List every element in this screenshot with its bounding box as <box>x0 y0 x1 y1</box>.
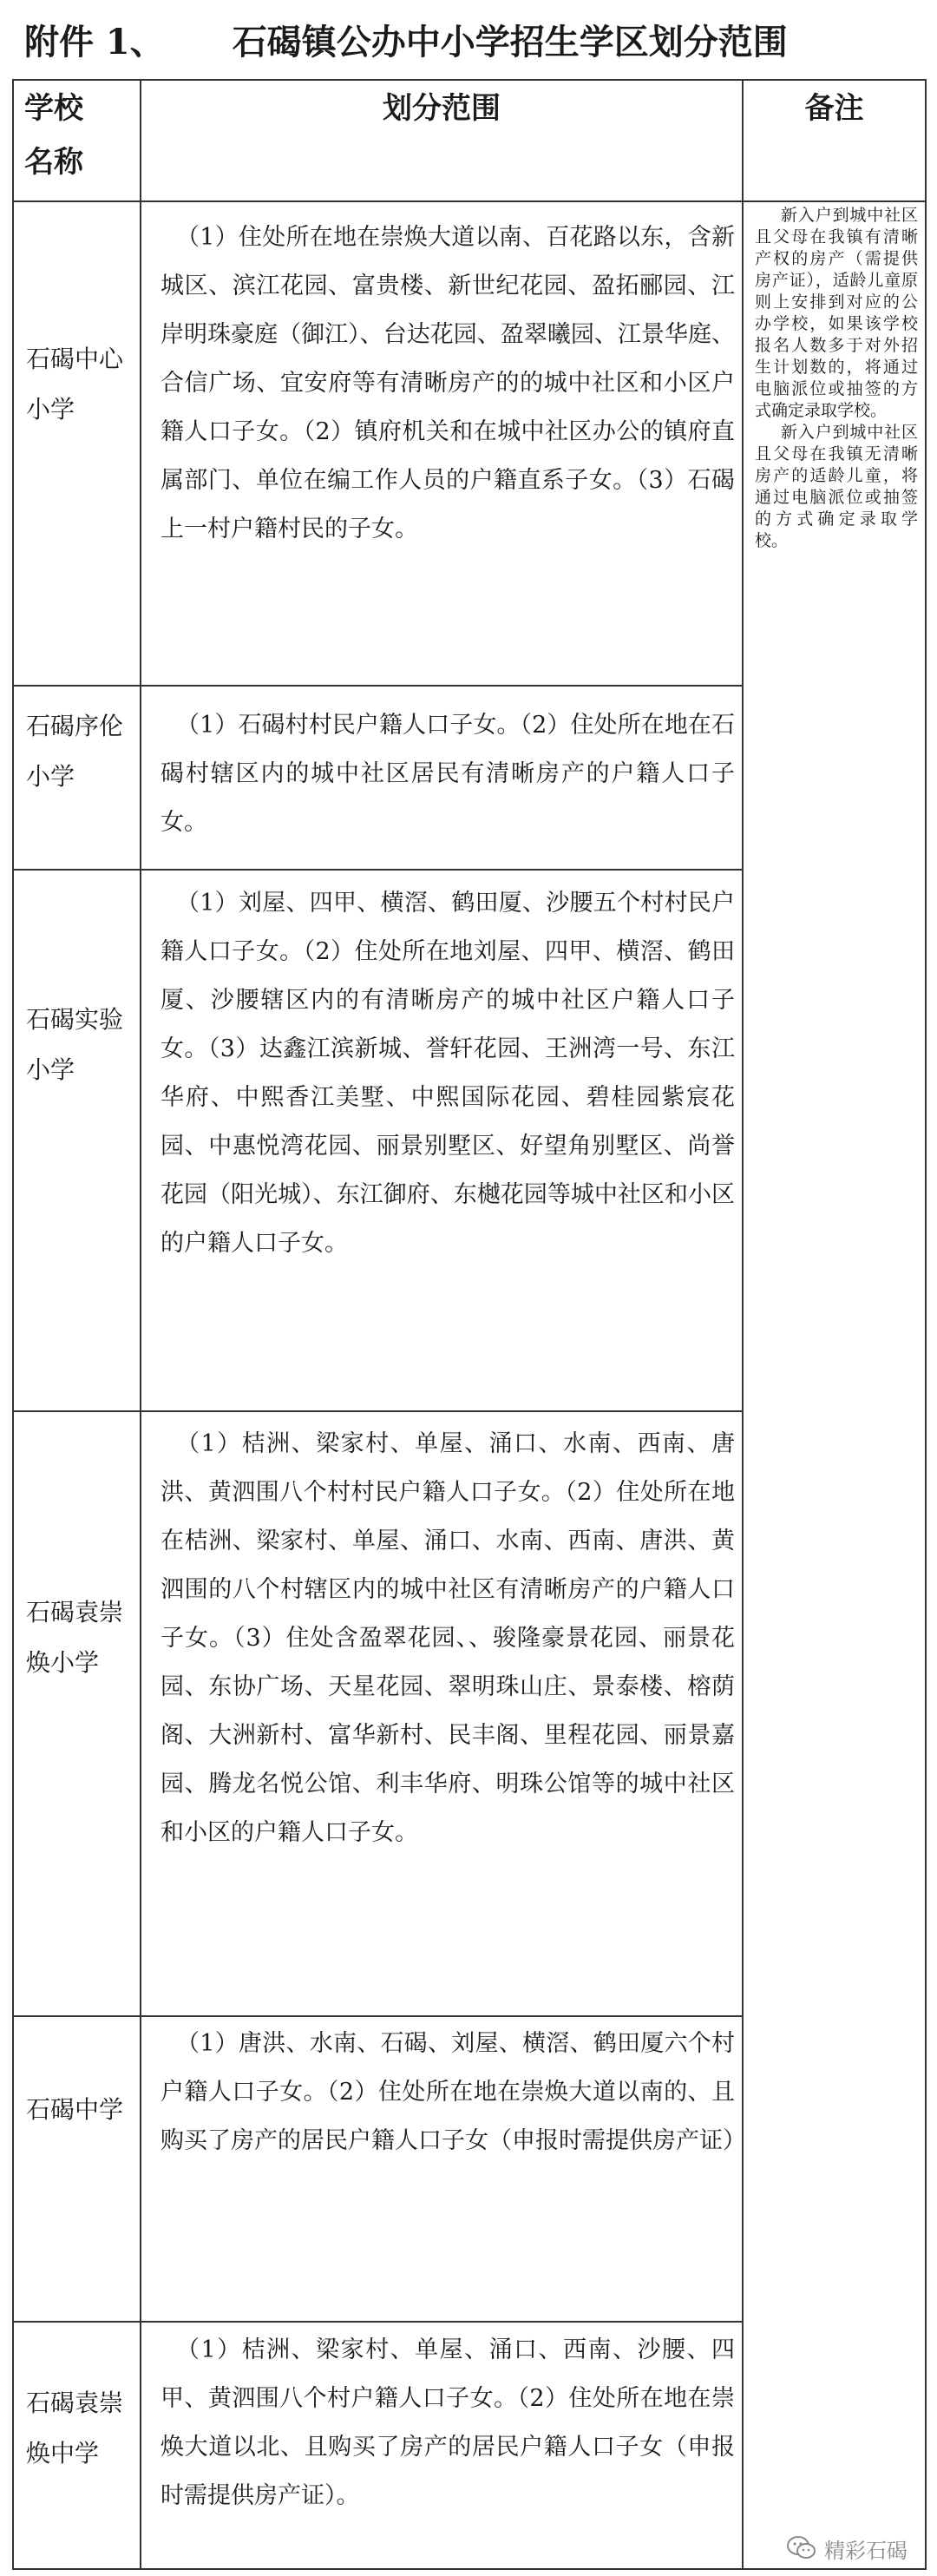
zone-range: （1）刘屋、四甲、横滘、鹤田厦、沙腰五个村村民户籍人口子女。（2）住处所在地刘屋、四甲、横滘、鹤田厦、沙腰辖区内的有清晰房产的城中社区户籍人口子女。（3）达鑫江滨新城、誉轩花园、王洲湾一号、东江华府、中熙香江美墅、中熙国际花园、碧桂园紫宸花园、中惠悦湾花园、丽景别墅区、好望角别墅区、尚誉花园（阳光城）、东江御府、东樾花园等城中社区和小区的户籍人口子女。 <box>161 890 735 1257</box>
header-notes: 备注 <box>804 91 864 126</box>
title-main: 石碣镇公办中小学招生学区划分范围 <box>232 22 788 62</box>
title-prefix: 附件 1、 <box>24 22 165 62</box>
zone-range: （1）住处所在地在崇焕大道以南、百花路以东，含新城区、滨江花园、富贵楼、新世纪花园、盈拓郦园、江岸明珠豪庭（御江）、台达花园、盈翠曦园、江景华庭、合信广场、宜安府等有清晰房产的的城中社区和小区户籍人口子女。（2）镇府机关和在城中社区办公的镇府直属部门、单位在编工作人员的户籍直系子女。（3）石碣上一村户籍村民的子女。 <box>161 224 735 542</box>
header-school: 学校 名称 <box>24 91 83 180</box>
header-divider <box>12 200 927 202</box>
note-paragraph: 新入户到城中社区且父母在我镇无清晰房产的适龄儿童，将通过电脑派位或抽签的方式确定录取学校。 <box>755 423 918 550</box>
watermark <box>786 2531 934 2566</box>
column-divider-notes <box>742 79 744 2570</box>
school-name: 石碣中学 <box>26 2095 124 2124</box>
row-divider <box>12 2321 744 2323</box>
row-divider <box>12 2015 744 2017</box>
header-range: 划分范围 <box>383 91 501 126</box>
school-name: 石碣袁崇焕小学 <box>26 1598 124 1677</box>
school-name: 石碣袁崇焕中学 <box>26 2389 124 2468</box>
school-name: 石碣序伦小学 <box>26 712 124 791</box>
zone-range: （1）唐洪、水南、石碣、刘屋、横滘、鹤田厦六个村户籍人口子女。（2）住处所在地在崇焕大道以南的、且购买了房产的居民户籍人口子女（申报时需提供房产证） <box>161 2030 746 2154</box>
row-divider <box>12 1410 744 1412</box>
school-name: 石碣中心小学 <box>26 345 124 424</box>
school-name: 石碣实验小学 <box>26 1005 124 1084</box>
zone-range: （1）桔洲、梁家村、单屋、涌口、西南、沙腰、四甲、黄泗围八个村户籍人口子女。（2）住处所在地在崇焕大道以北、且购买了房产的居民户籍人口子女（申报时需提供房产证）。 <box>161 2336 735 2509</box>
note-paragraph: 新入户到城中社区且父母在我镇有清晰产权的房产（需提供房产证），适龄儿童原则上安排到对应的公办学校，如果该学校报名人数多于对外招生计划数的，将通过电脑派位或抽签的方式确定录取学校。 <box>755 206 918 420</box>
row-divider <box>12 869 744 871</box>
row-divider <box>12 685 744 687</box>
page-title <box>24 12 927 73</box>
notes-column <box>755 205 918 552</box>
wechat-icon <box>786 2535 817 2561</box>
zone-range: （1）石碣村村民户籍人口子女。（2）住处所在地在石碣村辖区内的城中社区居民有清晰房产的户籍人口子女。 <box>161 712 735 836</box>
zone-range: （1）桔洲、梁家村、单屋、涌口、水南、西南、唐洪、黄泗围八个村村民户籍人口子女。（2）住处所在地在桔洲、梁家村、单屋、涌口、水南、西南、唐洪、黄泗围的八个村辖区内的城中社区有清晰房产的户籍人口子女。（3）住处含盈翠花园、、骏隆豪景花园、丽景花园、东协广场、天星花园、翠明珠山庄、景泰楼、榕荫阁、大洲新村、富华新村、民丰阁、里程花园、丽景嘉园、腾龙名悦公馆、利丰华府、明珠公馆等的城中社区和小区的户籍人口子女。 <box>161 1430 735 1846</box>
watermark-text: 精彩石碣 <box>824 2538 908 2563</box>
